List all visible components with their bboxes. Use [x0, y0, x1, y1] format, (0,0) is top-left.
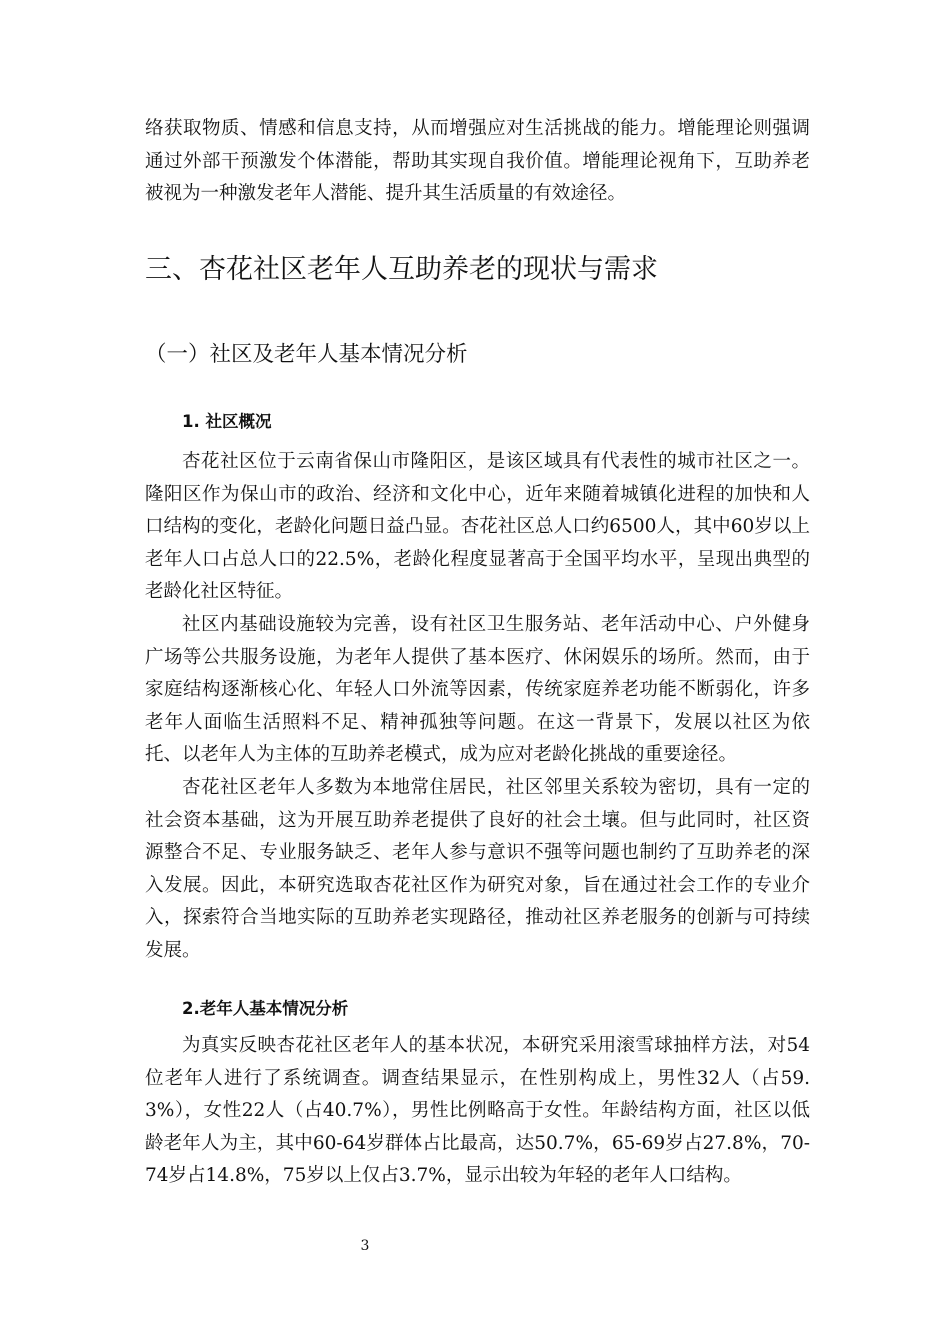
sub1-paragraph-3: 杏花社区老年人多数为本地常住居民，社区邻里关系较为密切，具有一定的社会资本基础，这为开展互助养老提供了良好的社会土壤。但与此同时，社区资源整合不足、专业服务缺乏、老年人参与意识不强等问题也制约了互助养老的深入发展。因此，本研究选取杏花社区作为研究对象，旨在通过社会工作的专业介入，探索符合当地实际的互助养老实现路径，推动社区养老服务的创新与可持续发展。 — [145, 776, 810, 961]
subsection-heading: （一）社区及老年人基本情况分析 — [145, 342, 468, 367]
sub1-paragraph-2: 社区内基础设施较为完善，设有社区卫生服务站、老年活动中心、户外健身广场等公共服务设施，为老年人提供了基本医疗、休闲娱乐的场所。然而，由于家庭结构逐渐核心化、年轻人口外流等因素，传统家庭养老功能不断弱化，许多老年人面临生活照料不足、精神孤独等问题。在这一背景下，发展以社区为依托、以老年人为主体的互助养老模式，成为应对老龄化挑战的重要途径。 — [145, 613, 810, 766]
sub2-heading: 2.老年人基本情况分析 — [182, 999, 349, 1018]
page-number: 3 — [360, 1238, 370, 1254]
sub1-paragraph-1: 杏花社区位于云南省保山市隆阳区，是该区域具有代表性的城市社区之一。隆阳区作为保山市的政治、经济和文化中心，近年来随着城镇化进程的加快和人口结构的变化，老龄化问题日益凸显。杏花社区总人口约6500人，其中60岁以上老年人口占总人口的22.5%，老龄化程度显著高于全国平均水平，呈现出典型的老龄化社区特征。 — [145, 451, 810, 603]
document-page — [145, 0, 810, 1344]
sub2-paragraph-1: 为真实反映杏花社区老年人的基本状况，本研究采用滚雪球抽样方法，对54位老年人进行了系统调查。调查结果显示，在性别构成上，男性32人（占59.3%），女性22人（占40.7%），男性比例略高于女性。年龄结构方面，社区以低龄老年人为主，其中60-64岁群体占比最高，达50.7%，65-69岁占27.8%，70-74岁占14.8%，75岁以上仅占3.7%，显示出较为年轻的老年人口结构。 — [145, 1035, 810, 1187]
intro-paragraph: 络获取物质、情感和信息支持，从而增强应对生活挑战的能力。增能理论则强调通过外部干预激发个体潜能，帮助其实现自我价值。增能理论视角下，互助养老被视为一种激发老年人潜能、提升其生活质量的有效途径。 — [145, 118, 810, 205]
sub2-body — [145, 1030, 810, 1193]
sub1-body — [145, 446, 810, 968]
sub1-heading: 1. 社区概况 — [182, 412, 272, 431]
section-heading: 三、杏花社区老年人互助养老的现状与需求 — [145, 254, 658, 285]
